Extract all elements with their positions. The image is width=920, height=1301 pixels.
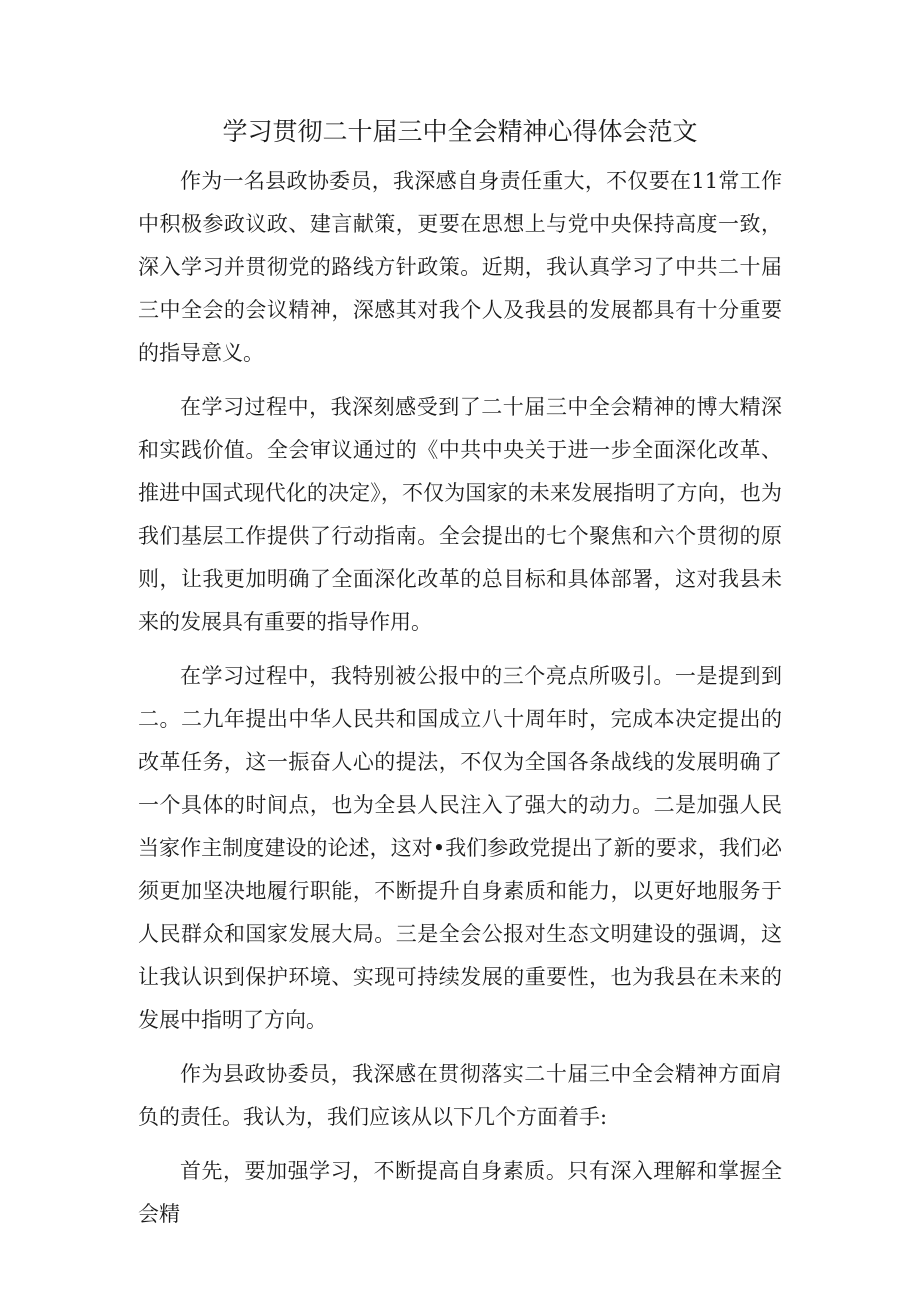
paragraph-2: 在学习过程中，我深刻感受到了二十届三中全会精神的博大精深和实践价值。全会审议通过的《中共中央关于进一步全面深化改革、推进中国式现代化的决定》，不仅为国家的未来发展指明了方向，也为我们基层工作提供了行动指南。全会提出的七个聚焦和六个贯彻的原则，让我更加明确了全面深化改革的总目标和具体部署，这对我县未来的发展具有重要的指导作用。 [138, 395, 782, 634]
paragraph-4: 作为县政协委员，我深感在贯彻落实二十届三中全会精神方面肩负的责任。我认为，我们应该从以下几个方面着手: [138, 1062, 782, 1129]
paragraph-1: 作为一名县政协委员，我深感自身责任重大，不仅要在11常工作中积极参政议政、建言献策，更要在思想上与党中央保持高度一致，深入学习并贯彻党的路线方针政策。近期，我认真学习了中共二十届三中全会的会议精神，深感其对我个人及我县的发展都具有十分重要的指导意义。 [138, 169, 782, 365]
paragraph-3: 在学习过程中，我特别被公报中的三个亮点所吸引。一是提到到二。二九年提出中华人民共和国成立八十周年时，完成本决定提出的改革任务，这一振奋人心的提法，不仅为全国各条战线的发展明确了一个具体的时间点，也为全县人民注入了强大的动力。二是加强人民当家作主制度建设的论述，这对•我们参政党提出了新的要求，我们必须更加坚决地履行职能，不断提升自身素质和能力，以更好地服务于人民群众和国家发展大局。三是全会公报对生态文明建设的强调，这让我认识到保护环境、实现可持续发展的重要性，也为我县在未来的发展中指明了方向。 [138, 664, 782, 1032]
paragraph-5: 首先，要加强学习，不断提高自身素质。只有深入理解和掌握全会精 [138, 1159, 782, 1226]
document-title: 学习贯彻二十届三中全会精神心得体会范文 [222, 117, 698, 146]
document-body [138, 160, 782, 1247]
